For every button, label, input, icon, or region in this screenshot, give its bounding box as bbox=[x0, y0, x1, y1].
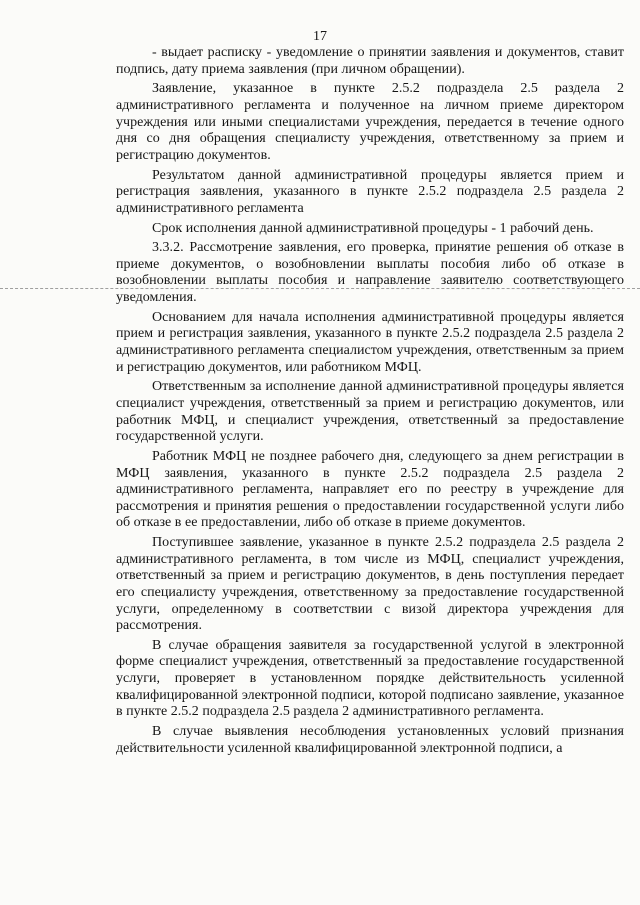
document-body bbox=[116, 45, 624, 760]
paragraph: - выдает расписку - уведомление о принятии заявления и документов, ставит подпись, дату приема заявления (при личном обращении). bbox=[116, 45, 624, 77]
paragraph: 3.3.2. Рассмотрение заявления, его проверка, принятие решения об отказе в приеме документов, о возобновлении выплаты пособия либо об отказе в возобновлении выплаты пособия и направление заявителю соответствующего уведомления. bbox=[116, 240, 624, 306]
paragraph: Основанием для начала исполнения административной процедуры является прием и регистрация заявления, указанного в пункте 2.5.2 подраздела 2.5 раздела 2 административного регламента специалистом учреждения, ответственным за прием и регистрацию документов, или работником МФЦ. bbox=[116, 309, 624, 375]
paragraph: В случае обращения заявителя за государственной услугой в электронной форме специалист учреждения, ответственный за предоставление государственной услуги, проверяет в установленном порядке действительность усиленной квалифицированной электронной подписи, которой подписано заявление, указанное в пункте 2.5.2 подраздела 2.5 раздела 2 административного регламента. bbox=[116, 637, 624, 720]
paragraph: Работник МФЦ не позднее рабочего дня, следующего за днем регистрации в МФЦ заявления, указанного в пункте 2.5.2 подраздела 2.5 раздела 2 административного регламента, направляет его по реестру в учреждение для рассмотрения и принятия решения о предоставлении государственной услуги либо об отказе в ее предоставлении, либо об отказе в приеме документов. bbox=[116, 448, 624, 531]
paragraph: Заявление, указанное в пункте 2.5.2 подраздела 2.5 раздела 2 административного регламента и полученное на личном приеме директором учреждения или иными специалистами учреждения, передается в течение одного дня со дня обращения специалисту учреждения, ответственному за прием и регистрацию документов. bbox=[116, 81, 624, 163]
paragraph: Срок исполнения данной административной процедуры - 1 рабочий день. bbox=[152, 220, 594, 236]
paragraph: Ответственным за исполнение данной административной процедуры является специалист учреждения, ответственный за прием и регистрацию документов, или работник МФЦ, и специалист учреждения, ответственный за предоставление государственной услуги. bbox=[116, 379, 624, 445]
page-number: 17 bbox=[313, 29, 327, 44]
paragraph: Поступившее заявление, указанное в пункте 2.5.2 подраздела 2.5 раздела 2 административного регламента, в том числе из МФЦ, специалист учреждения, ответственный за прием и регистрацию документов, в день поступления передает его специалисту учреждения, ответственному за предоставление государственной услуги, определенному в соответствии с визой директора учреждения для рассмотрения. bbox=[116, 535, 624, 634]
paragraph: Результатом данной административной процедуры является прием и регистрация заявления, указанного в пункте 2.5.2 подраздела 2.5 раздела 2 административного регламента bbox=[116, 167, 624, 216]
paragraph: В случае выявления несоблюдения установленных условий признания действительности усиленной квалифицированной электронной подписи, а bbox=[116, 724, 624, 756]
